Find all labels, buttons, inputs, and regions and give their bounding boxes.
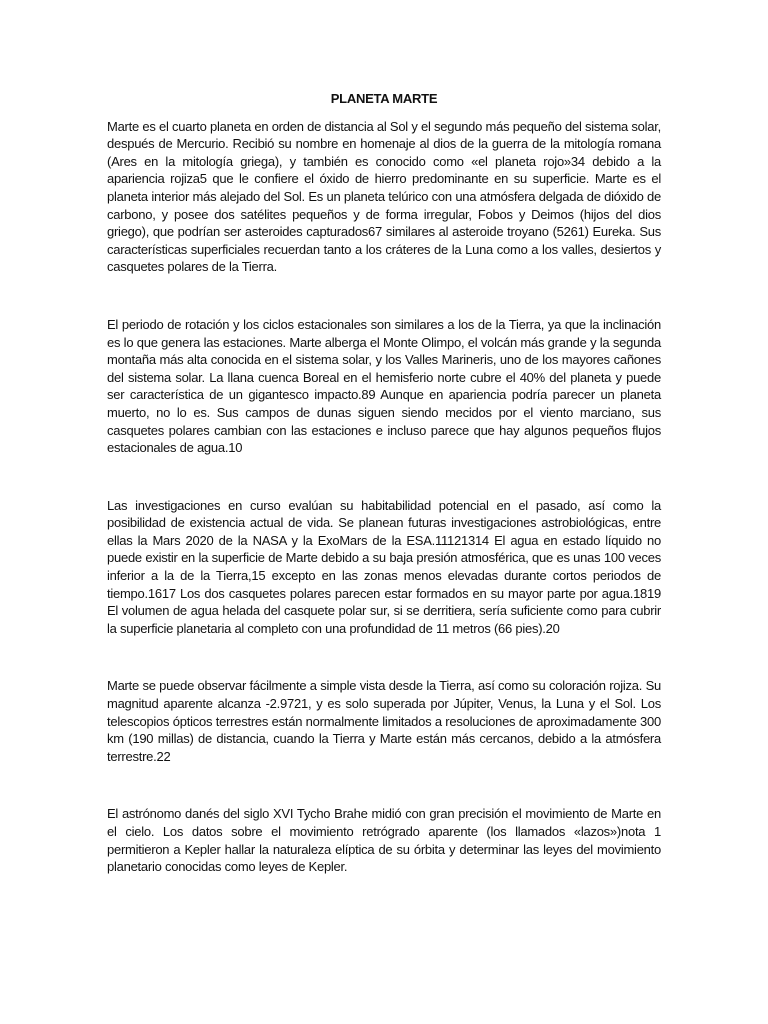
document-page	[107, 90, 661, 876]
paragraph-1: Marte es el cuarto planeta en orden de distancia al Sol y el segundo más pequeño del sistema solar, después de Mercurio. Recibió su nombre en homenaje al dios de la guerra de la mitología romana (Ares en la mitología griega), y también es conocido como «el planeta rojo»34 debido a la apariencia rojiza5 que le confiere el óxido de hierro predominante en su superficie. Marte es el planeta interior más alejado del Sol. Es un planeta telúrico con una atmósfera delgada de dióxido de carbono, y posee dos satélites pequeños y de forma irregular, Fobos y Deimos (hijos del dios griego), que podrían ser asteroides capturados67 similares al asteroide troyano (5261) Eureka. Sus características superficiales recuerdan tanto a los cráteres de la Luna como a los valles, desiertos y casquetes polares de la Tierra.	[107, 118, 661, 275]
paragraph-2: El periodo de rotación y los ciclos estacionales son similares a los de la Tierra, ya que la inclinación es lo que genera las estaciones. Marte alberga el Monte Olimpo, el volcán más grande y la segunda montaña más alta conocida en el sistema solar, y los Valles Marineris, uno de los mayores cañones del sistema solar. La llana cuenca Boreal en el hemisferio norte cubre el 40% del planeta y puede ser característica de un gigantesco impacto.89 Aunque en apariencia podría parecer un planeta muerto, no lo es. Sus campos de dunas siguen siendo mecidos por el viento marciano, sus casquetes polares cambian con las estaciones e incluso parece que hay algunos pequeños flujos estacionales de agua.10	[107, 316, 661, 456]
document-title: PLANETA MARTE	[330, 91, 438, 106]
paragraph-3: Las investigaciones en curso evalúan su habitabilidad potencial en el pasado, así como la posibilidad de existencia actual de vida. Se planean futuras investigaciones astrobiológicas, entre ellas la Mars 2020 de la NASA y la ExoMars de la ESA.11121314 El agua en estado líquido no puede existir en la superficie de Marte debido a su baja presión atmosférica, que es unas 100 veces inferior a la de la Tierra,15 excepto en las zonas menos elevadas durante cortos periodos de tiempo.1617 Los dos casquetes polares parecen estar formados en su mayor parte por agua.1819 El volumen de agua helada del casquete polar sur, si se derritiera, sería suficiente como para cubrir la superficie planetaria al completo con una profundidad de 11 metros (66 pies).20	[107, 497, 661, 636]
paragraph-4: Marte se puede observar fácilmente a simple vista desde la Tierra, así como su coloración rojiza. Su magnitud aparente alcanza -2.9721, y es solo superada por Júpiter, Venus, la Luna y el Sol. Los telescopios ópticos terrestres están normalmente limitados a resoluciones de aproximadamente 300 km (190 millas) de distancia, cuando la Tierra y Marte están más cercanos, debido a la atmósfera terrestre.22	[107, 678, 661, 764]
paragraph-5: El astrónomo danés del siglo XVI Tycho Brahe midió con gran precisión el movimiento de Marte en el cielo. Los datos sobre el movimiento retrógrado aparente (los llamados «lazos»)nota 1 permitieron a Kepler hallar la naturaleza elíptica de su órbita y determinar las leyes del movimiento planetario conocidas como leyes de Kepler.	[107, 806, 661, 875]
